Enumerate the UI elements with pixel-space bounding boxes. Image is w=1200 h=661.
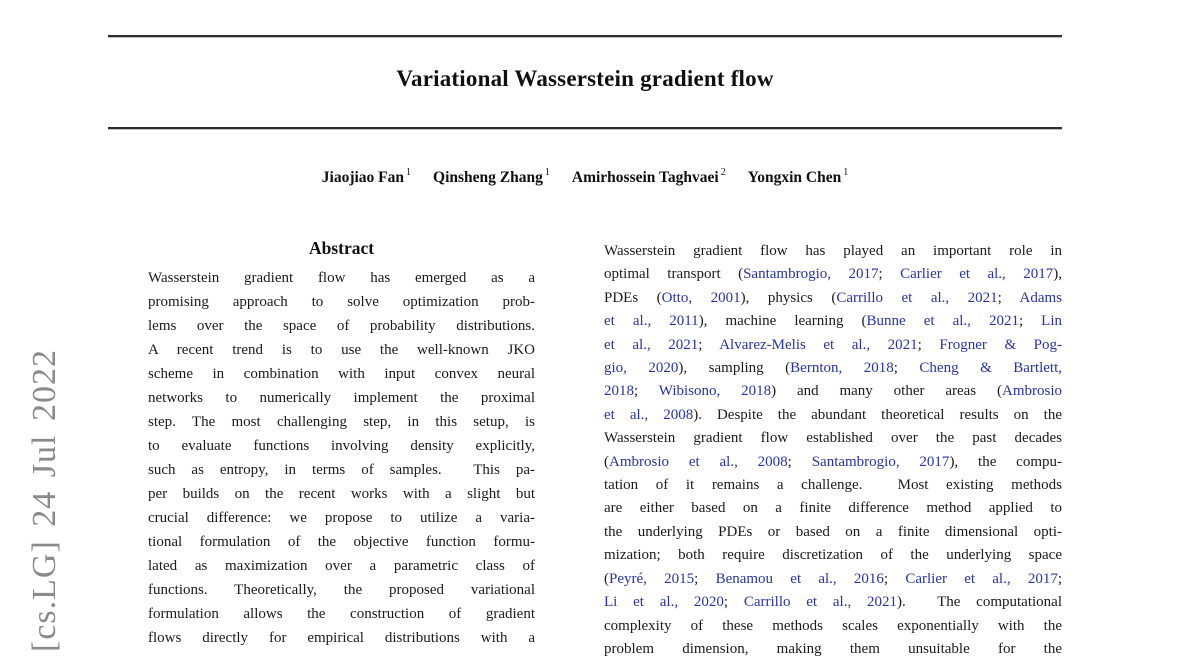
abstract-heading: Abstract	[308, 238, 375, 258]
text-segment: ;	[1057, 570, 1063, 587]
text-segment: ), machine learning (	[698, 313, 867, 330]
citation-link[interactable]: et al., 2021	[604, 336, 699, 353]
text-segment: ), physics (	[740, 289, 837, 306]
text-line	[148, 530, 535, 554]
text-line	[148, 362, 535, 386]
citation-link[interactable]: Carlier et al., 2017	[900, 266, 1054, 283]
text-segment: formulation allows the construction of gradient	[148, 606, 535, 622]
text-line	[604, 544, 1062, 567]
citation-link[interactable]: Bernton, 2018	[790, 360, 894, 377]
text-line	[604, 591, 1062, 614]
author-name: Amirhossein Taghvaei $^2$	[571, 167, 726, 187]
citation-link[interactable]: Santambrogio, 2017	[811, 453, 950, 470]
text-segment: the underlying PDEs or based on a finite dimensional opti-	[604, 523, 1062, 540]
text-segment: Wasserstein gradient flow has emerged as a	[148, 270, 535, 286]
text-segment: tation of it remains a challenge. Most existing methods	[604, 477, 1062, 494]
text-line	[604, 568, 1062, 591]
text-segment: per builds on the recent works with a slight but	[148, 486, 535, 502]
text-line	[604, 334, 1062, 357]
text-segment: ), the compu-	[949, 453, 1063, 470]
text-line	[148, 314, 535, 338]
text-segment: ;	[634, 383, 659, 400]
citation-link[interactable]: gio, 2020	[604, 360, 679, 377]
text-line	[148, 602, 535, 626]
text-line	[148, 434, 535, 458]
text-segment: ;	[917, 336, 940, 353]
citation-link[interactable]: Otto, 2001	[661, 289, 741, 306]
text-segment: functions. Theoretically, the proposed variational	[148, 582, 535, 598]
text-line	[148, 290, 535, 314]
text-line	[604, 310, 1062, 333]
text-line	[604, 287, 1062, 310]
text-line	[148, 338, 535, 362]
text-segment: lated as maximization over a parametric class of	[148, 558, 535, 574]
citation-link[interactable]: Carrillo et al., 2021	[743, 594, 898, 611]
text-segment: to evaluate functions involving density explicitly,	[148, 438, 535, 454]
text-line	[604, 240, 1062, 263]
citation-link[interactable]: Carrillo et al., 2021	[836, 289, 998, 306]
text-segment: ;	[787, 453, 812, 470]
author-affiliation-sup: 1	[544, 167, 550, 178]
text-line	[604, 404, 1062, 427]
text-segment: ;	[1018, 313, 1042, 330]
paper-title: Variational Wasserstein gradient flow	[396, 66, 774, 91]
text-segment: problem dimension, making them unsuitable for the	[604, 640, 1062, 657]
author-affiliation-sup: 1	[843, 167, 849, 178]
text-segment: networks to numerically implement the proximal	[148, 390, 535, 406]
text-segment: (	[604, 570, 609, 587]
author-affiliation-sup: 2	[720, 167, 726, 178]
citation-link[interactable]: Wibisono, 2018	[658, 383, 772, 400]
citation-link[interactable]: Cheng & Bartlett,	[919, 360, 1062, 377]
title-rule-top	[108, 35, 1062, 37]
citation-link[interactable]: Peyré, 2015	[609, 570, 695, 587]
text-line	[604, 380, 1062, 403]
text-line	[148, 458, 535, 482]
author-name: Yongxin Chen $^1$	[747, 167, 849, 187]
text-line	[148, 506, 535, 530]
text-segment: ;	[997, 289, 1020, 306]
text-line	[604, 638, 1062, 661]
citation-link[interactable]: Adams	[1019, 289, 1062, 306]
text-segment: such as entropy, in terms of samples. This pa-	[148, 462, 535, 478]
text-segment: are either based on a finite difference method applied to	[604, 500, 1062, 517]
text-segment: mization; both require discretization of the underlying space	[604, 547, 1062, 564]
text-segment: ). The computational	[897, 594, 1062, 611]
text-segment: (	[604, 453, 609, 470]
author-affiliation-sup: 1	[406, 167, 412, 178]
text-segment: Wasserstein gradient flow has played an important role in	[604, 243, 1062, 259]
text-line	[604, 497, 1062, 520]
citation-link[interactable]: Lin	[1041, 313, 1063, 330]
text-line	[604, 521, 1062, 544]
text-segment: lems over the space of probability distributions.	[148, 318, 535, 334]
text-segment: PDEs (	[604, 289, 662, 306]
citation-link[interactable]: Ambrosio	[1002, 383, 1062, 400]
text-segment: Wasserstein gradient flow established over the past decades	[604, 430, 1062, 447]
text-segment: optimal transport (	[604, 266, 744, 283]
text-segment: ;	[878, 266, 901, 283]
text-line	[148, 626, 535, 650]
text-segment: tional formulation of the objective function formu-	[148, 534, 535, 550]
arxiv-category-date-stamp: [cs.LG] 24 Jul 2022	[26, 349, 63, 652]
citation-link[interactable]: Alvarez-Melis et al., 2021	[719, 336, 918, 353]
text-line	[604, 474, 1062, 497]
text-segment: flows directly for empirical distributions with a	[148, 630, 535, 646]
citation-link[interactable]: et al., 2011	[604, 313, 699, 330]
text-line	[148, 482, 535, 506]
text-line	[148, 410, 535, 434]
text-line	[604, 427, 1062, 450]
author-name: Qinsheng Zhang $^1$	[433, 167, 550, 187]
text-line	[604, 451, 1062, 474]
text-segment: A recent trend is to use the well-known JKO	[148, 342, 535, 358]
text-line	[604, 263, 1062, 286]
authors-row	[108, 168, 1062, 187]
text-segment: ;	[893, 360, 920, 377]
citation-link[interactable]: Carlier et al., 2017	[905, 570, 1058, 587]
citation-link[interactable]: Santambrogio, 2017	[743, 266, 879, 283]
text-segment: step. The most challenging step, in this setup, is	[148, 414, 535, 430]
text-segment: ) and many other areas (	[771, 383, 1002, 400]
text-line	[604, 357, 1062, 380]
author-name: Jiaojiao Fan $^1$	[321, 167, 412, 187]
text-segment: ;	[694, 570, 716, 587]
text-segment: promising approach to solve optimization prob-	[148, 294, 535, 310]
text-segment: ;	[698, 336, 720, 353]
text-segment: crucial difference: we propose to utilize a varia-	[148, 510, 535, 526]
text-line	[604, 615, 1062, 638]
text-segment: ), sampling (	[678, 360, 791, 377]
text-line	[148, 386, 535, 410]
text-segment: ). Despite the abundant theoretical results on the	[693, 406, 1062, 423]
text-segment: complexity of these methods scales exponentially with the	[604, 617, 1062, 634]
text-line	[148, 554, 535, 578]
citation-link[interactable]: Li et al., 2020	[604, 594, 724, 611]
text-segment: scheme in combination with input convex neural	[148, 366, 535, 382]
citation-link[interactable]: Frogner & Pog-	[939, 336, 1063, 353]
title-rule-bottom	[108, 127, 1062, 129]
text-segment: ;	[883, 570, 906, 587]
text-line	[148, 578, 535, 602]
abstract-body	[148, 266, 535, 650]
citation-link[interactable]: Ambrosio et al., 2008	[609, 453, 788, 470]
citation-link[interactable]: Bunne et al., 2021	[866, 313, 1019, 330]
citation-link[interactable]: 2018	[604, 383, 634, 400]
text-line	[148, 266, 535, 290]
text-segment: ),	[1053, 266, 1063, 283]
citation-link[interactable]: et al., 2008	[604, 406, 694, 423]
citation-link[interactable]: Benamou et al., 2016	[715, 570, 884, 587]
intro-column	[604, 240, 1062, 661]
text-segment: ;	[723, 594, 744, 611]
